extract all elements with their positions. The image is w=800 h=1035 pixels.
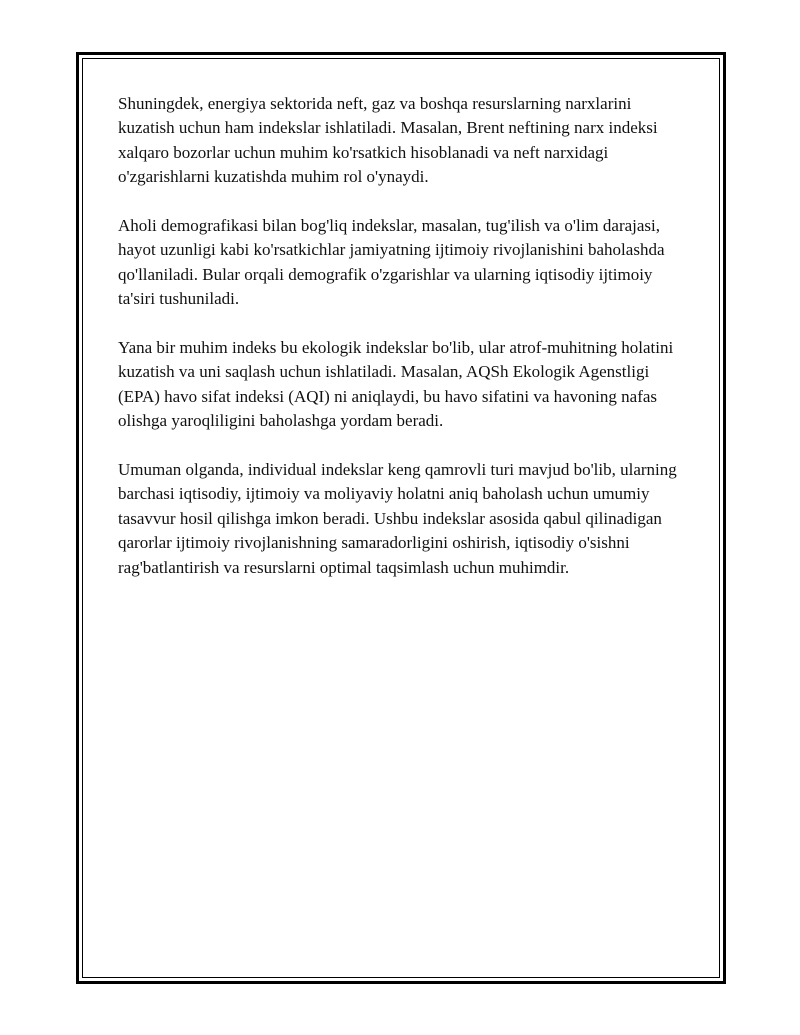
paragraph-demographic-indices: Aholi demografikasi bilan bog'liq indekslar, masalan, tug'ilish va o'lim darajasi, hayot uzunligi kabi ko'rsatkichlar jamiyatning ijtimoiy rivojlanishini baholashda qo'llaniladi. Bular orqali demografik o'zgarishlar va ularning iqtisodiy ijtimoiy ta'siri tushuniladi. [118,216,665,309]
document-body [118,92,688,604]
paragraph-ecological-indices: Yana bir muhim indeks bu ekologik indekslar bo'lib, ular atrof-muhitning holatini kuzatish va uni saqlash uchun ishlatiladi. Masalan, AQSh Ekologik Agenstligi (EPA) havo sifat indeksi (AQI) ni aniqlaydi, bu havo sifatini va havoning nafas olishga yaroqliligini baholashga yordam beradi. [118,338,674,431]
paragraph-energy-indices: Shuningdek, energiya sektorida neft, gaz va boshqa resurslarning narxlarini kuzatish uchun ham indekslar ishlatiladi. Masalan, Brent neftining narx indeksi xalqaro bozorlar uchun muhim ko'rsatkich hisoblanadi va neft narxidagi o'zgarishlarni kuzatishda muhim rol o'ynaydi. [118,94,658,187]
paragraph-conclusion: Umuman olganda, individual indekslar keng qamrovli turi mavjud bo'lib, ularning barchasi iqtisodiy, ijtimoiy va moliyaviy holatni aniq baholash uchun umumiy tasavvur hosil qilishga imkon beradi. Ushbu indekslar asosida qabul qilinadigan qarorlar ijtimoiy rivojlanishning samaradorligini oshirish, iqtisodiy o'sishni rag'batlantirish va resurslarni optimal taqsimlash uchun muhimdir. [118,460,677,577]
